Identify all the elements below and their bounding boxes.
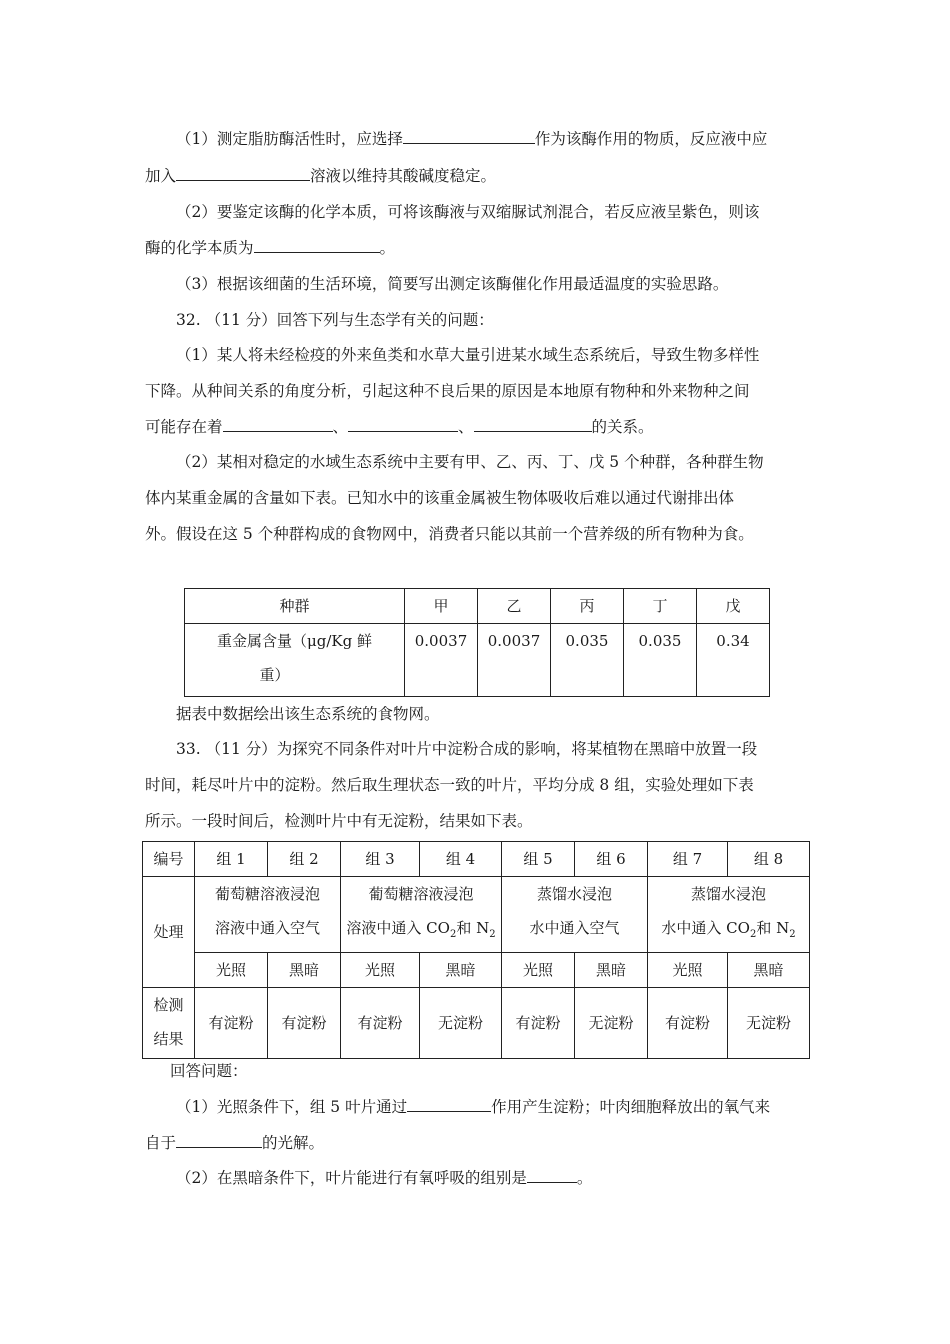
light-2: 黑暗 [268, 953, 341, 988]
treat-2-text-a: 溶液中通入 CO [346, 919, 450, 937]
q33-q2-text-a: （2）在黑暗条件下，叶片能进行有氧呼吸的组别是 [176, 1169, 527, 1187]
q31-p2-text-b: 酶的化学本质为 [145, 239, 254, 257]
answer-blank[interactable] [348, 417, 458, 432]
treat-4-line2 [648, 911, 809, 952]
answer-blank[interactable] [176, 1133, 262, 1148]
q31-part2-line1: （2）要鉴定该酶的化学本质，可将该酶液与双缩脲试剂混合，若反应液呈紫色，则该 [176, 203, 760, 221]
answer-blank[interactable] [474, 417, 592, 432]
value-wu: 0.34 [697, 624, 770, 697]
q32-p1-text-c: 可能存在着 [145, 418, 223, 436]
species-yi: 乙 [478, 589, 551, 624]
treat-4-sub-a: 2 [749, 929, 757, 940]
result-6: 无淀粉 [575, 988, 648, 1059]
answer-blank[interactable] [403, 129, 535, 144]
treat-water-air [502, 877, 648, 953]
q31-p1-text-b: 作为该酶作用的物质，反应液中应 [534, 130, 768, 148]
treat-glucose-air [195, 877, 341, 953]
q33-question1-line2 [145, 1132, 324, 1154]
value-yi: 0.0037 [478, 624, 551, 697]
answer-blank[interactable] [176, 166, 310, 181]
treat-4-text-a: 水中通入 CO [661, 919, 750, 937]
q32-part1-line2: 下降。从种间关系的角度分析，引起这种不良后果的原因是本地原有物种和外来物种之间 [145, 382, 750, 400]
species-wu: 戊 [697, 589, 770, 624]
q33-intro-line2: 时间，耗尽叶片中的淀粉。然后取生理状态一致的叶片，平均分成 8 组，实验处理如下表 [145, 776, 754, 794]
treat-2-text-b: 和 N [456, 919, 490, 937]
q32-p1-text-d: 的关系。 [591, 418, 654, 436]
treat-water-co2n2 [648, 877, 810, 953]
treat-3-line2: 水中通入空气 [529, 919, 620, 937]
light-3: 光照 [341, 953, 420, 988]
answer-prompt: 回答问题： [170, 1062, 248, 1080]
value-jia: 0.0037 [405, 624, 478, 697]
treat-2-line2 [341, 911, 501, 952]
group-1: 组 1 [195, 842, 268, 877]
q31-p1-text-a: （1）测定脂肪酶活性时，应选择 [176, 130, 403, 148]
q31-part3: （3）根据该细菌的生活环境，简要写出测定该酶催化作用最适温度的实验思路。 [176, 275, 729, 293]
q31-p2-text-c: 。 [379, 239, 396, 257]
group-4: 组 4 [420, 842, 502, 877]
light-4: 黑暗 [420, 953, 502, 988]
q33-intro-line1: 33. （11 分）为探究不同条件对叶片中淀粉合成的影响，将某植物在黑暗中放置一段 [176, 740, 758, 758]
group-6: 组 6 [575, 842, 648, 877]
treat-3-line1: 蒸馏水浸泡 [536, 885, 612, 903]
q32-part1-line1: （1）某人将未经检疫的外来鱼类和水草大量引进某水域生态系统后，导致生物多样性 [176, 346, 760, 364]
species-ding: 丁 [624, 589, 697, 624]
treat-1-line2: 溶液中通入空气 [214, 919, 320, 937]
q31-p1-text-d: 溶液以维持其酸碱度稳定。 [310, 167, 497, 185]
result-label-line2: 结果 [153, 1030, 184, 1048]
light-7: 光照 [648, 953, 728, 988]
treat-label: 处理 [143, 877, 195, 988]
answer-blank[interactable] [223, 417, 333, 432]
treat-glucose-co2n2 [341, 877, 502, 953]
light-6: 黑暗 [575, 953, 648, 988]
treat-4-line1: 蒸馏水浸泡 [690, 885, 766, 903]
q31-part1-line2 [145, 165, 496, 187]
result-3: 有淀粉 [341, 988, 420, 1059]
q31-p1-text-c: 加入 [145, 167, 177, 185]
q32-part3: 据表中数据绘出该生态系统的食物网。 [176, 705, 440, 723]
q32-part2-line1: （2）某相对稳定的水域生态系统中主要有甲、乙、丙、丁、戊 5 个种群，各种群生物 [176, 453, 764, 471]
light-5: 光照 [502, 953, 575, 988]
result-4: 无淀粉 [420, 988, 502, 1059]
q33-q2-text-b: 。 [576, 1169, 593, 1187]
group-7: 组 7 [648, 842, 728, 877]
q32-part2-line2: 体内某重金属的含量如下表。已知水中的该重金属被生物体吸收后难以通过代谢排出体 [145, 489, 735, 507]
q31-part2-line2 [145, 237, 395, 259]
q32-part1-line3 [145, 416, 654, 438]
table-header-label: 种群 [185, 589, 405, 624]
q33-q1-text-c: 自于 [145, 1134, 177, 1152]
group-5: 组 5 [502, 842, 575, 877]
q32-title: 32. （11 分）回答下列与生态学有关的问题： [176, 311, 494, 329]
answer-blank[interactable] [254, 238, 380, 253]
q33-question1-line1 [176, 1096, 770, 1118]
result-label [143, 988, 195, 1059]
q33-q1-text-a: （1）光照条件下，组 5 叶片通过 [176, 1098, 408, 1116]
q32-part2-line3: 外。假设在这 5 个种群构成的食物网中，消费者只能以其前一个营养级的所有物种为食。 [145, 525, 754, 543]
result-8: 无淀粉 [728, 988, 810, 1059]
treat-2-line1: 葡萄糖溶液浸泡 [368, 885, 474, 903]
row-label-line1: 重金属含量（μg/Kg 鲜 [217, 632, 372, 650]
starch-experiment-table [142, 841, 810, 1059]
group-2: 组 2 [268, 842, 341, 877]
row-label-line2: 重） [259, 666, 290, 684]
answer-blank[interactable] [407, 1097, 491, 1112]
result-7: 有淀粉 [648, 988, 728, 1059]
group-8: 组 8 [728, 842, 810, 877]
q33-q1-text-d: 的光解。 [262, 1134, 325, 1152]
q33-intro-line3: 所示。一段时间后，检测叶片中有无淀粉，结果如下表。 [145, 812, 533, 830]
group-3: 组 3 [341, 842, 420, 877]
species-jia: 甲 [405, 589, 478, 624]
light-8: 黑暗 [728, 953, 810, 988]
q32-p1-sep2: 、 [458, 418, 474, 436]
result-2: 有淀粉 [268, 988, 341, 1059]
result-label-line1: 检测 [153, 996, 184, 1014]
light-1: 光照 [195, 953, 268, 988]
treat-1-line1: 葡萄糖溶液浸泡 [214, 885, 320, 903]
table-row-label [185, 624, 405, 697]
value-bing: 0.035 [551, 624, 624, 697]
q32-p1-sep1: 、 [332, 418, 349, 436]
treat-2-sub-a: 2 [449, 929, 457, 940]
treat-4-text-b: 和 N [756, 919, 790, 937]
answer-blank[interactable] [527, 1168, 577, 1183]
treat-4-sub-b: 2 [789, 929, 796, 940]
q31-part1-line1 [176, 128, 767, 150]
species-bing: 丙 [551, 589, 624, 624]
heavy-metal-table [184, 588, 770, 697]
result-5: 有淀粉 [502, 988, 575, 1059]
q33-question2 [176, 1167, 592, 1189]
result-1: 有淀粉 [195, 988, 268, 1059]
col-label: 编号 [143, 842, 195, 877]
treat-2-sub-b: 2 [489, 929, 496, 940]
q33-q1-text-b: 作用产生淀粉；叶肉细胞释放出的氧气来 [491, 1098, 771, 1116]
value-ding: 0.035 [624, 624, 697, 697]
